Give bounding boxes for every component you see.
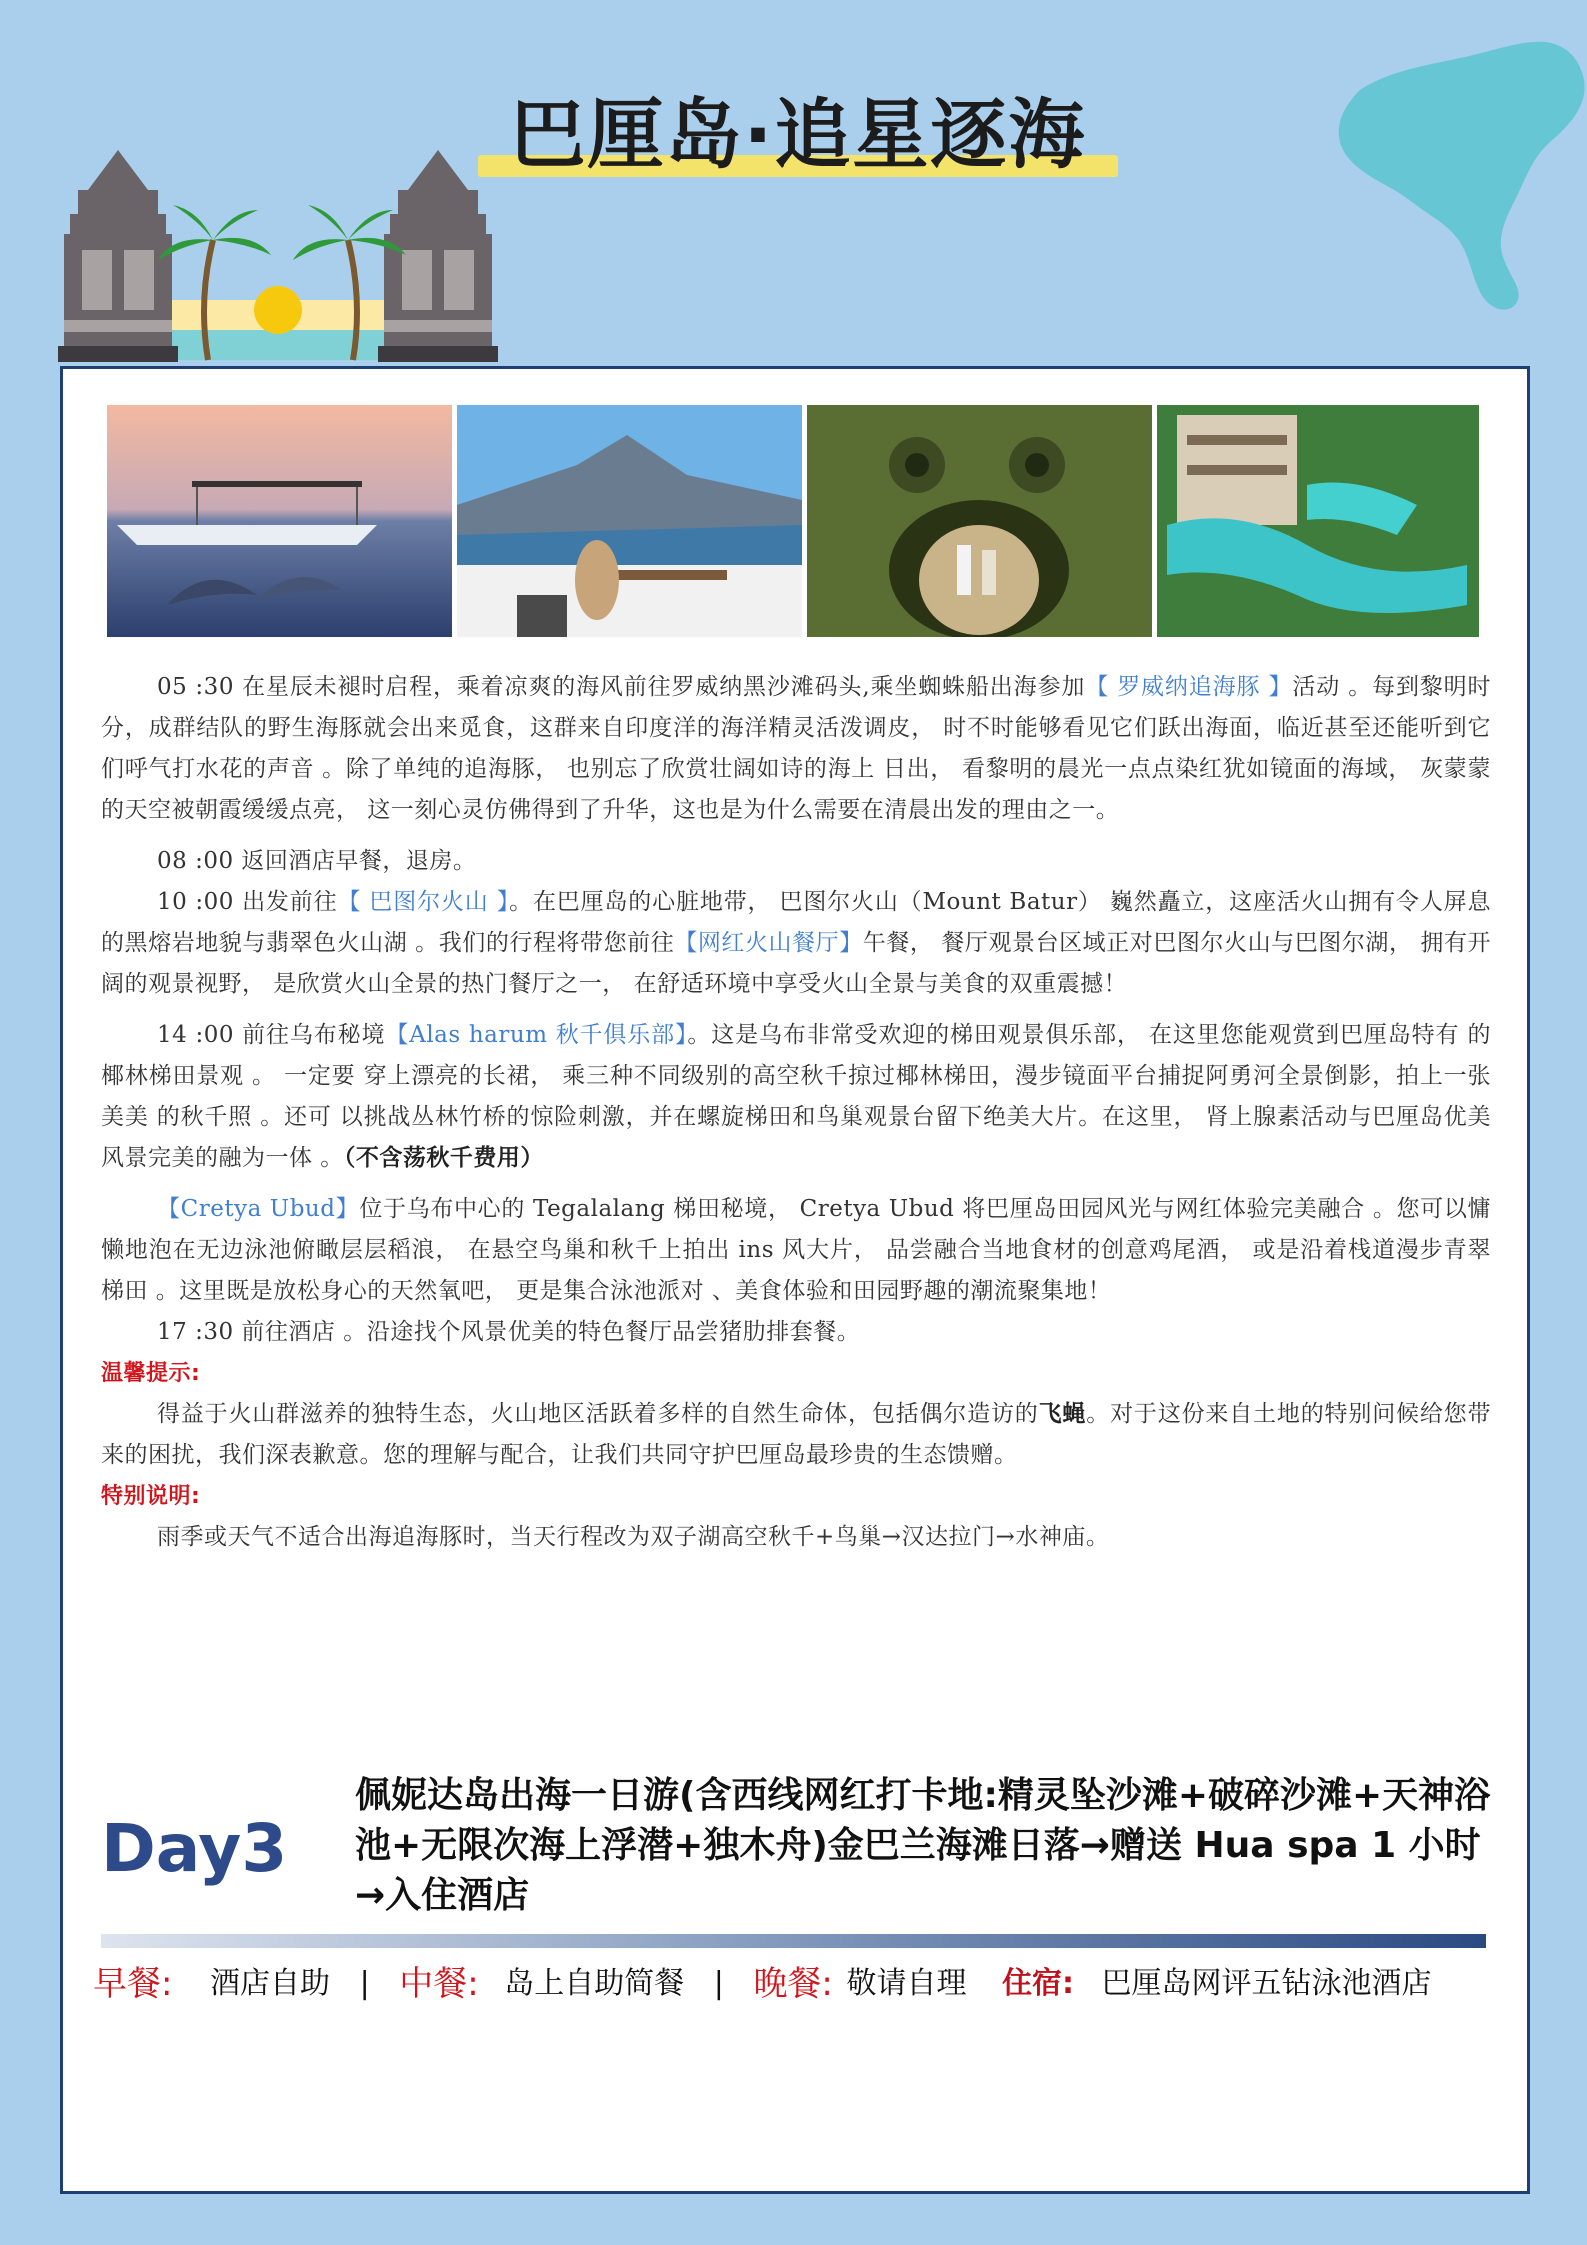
- itinerary-text: [101, 667, 1491, 1558]
- highlight-dolphin-tour: 【 罗威纳追海豚 】: [1085, 674, 1293, 700]
- lunch-label: 中餐:: [399, 1963, 479, 2004]
- tip-heading: 温馨提示:: [101, 1361, 201, 1386]
- highlight-volcano-restaurant: 【网红火山餐厅】: [674, 930, 863, 956]
- content-panel: [60, 366, 1530, 2194]
- day-divider-bar: [101, 1934, 1486, 1948]
- paragraph-dolphins: 05 :30 在星辰未褪时启程，乘着凉爽的海风前往罗威纳黑沙滩码头,乘坐蜘蛛船出海参加【 罗威纳追海豚 】活动 。每到黎明时分，成群结队的野生海豚就会出来觅食，这群来自印度洋的海洋精灵活泼调皮， 时不时能够看见它们跃出海面，临近甚至还能听到它们呼气打水花的声音 。除了单纯的追海豚， 也别忘了欣赏壮阔如诗的海上 日出， 看黎明的晨光一点点染红犹如镜面的海域， 灰蒙蒙的天空被朝霞缓缓点亮， 这一刻心灵仿佛得到了升华，这也是为什么需要在清晨出发的理由之一。: [101, 674, 1492, 823]
- paragraph-cretya: 【Cretya Ubud】位于乌布中心的 Tegalalang 梯田秘境， Cretya Ubud 将巴厘岛田园风光与网红体验完美融合 。您可以慵懒地泡在无边泳池俯瞰层层稻浪， 在悬空鸟巢和秋千上拍出 ins 风大片， 品尝融合当地食材的创意鸡尾酒， 或是沿着栈道漫步青翠梯田 。这里既是放松身心的天然氧吧， 更是集合泳池派对 、美食体验和田园野趣的潮流聚集地！: [101, 1196, 1492, 1304]
- highlight-cretya-ubud: 【Cretya Ubud】: [157, 1196, 360, 1222]
- paragraph-hotel: 17 :30 前往酒店 。沿途找个风景优美的特色餐厅品尝猪肋排套餐。: [157, 1319, 861, 1345]
- dinner-value: 敬请自理: [846, 1965, 967, 2001]
- dinner-label: 晚餐:: [753, 1963, 833, 2004]
- stone-face-cave-photo: [807, 405, 1152, 637]
- meal-separator: |: [359, 1965, 370, 2001]
- bali-map-icon: [1300, 30, 1587, 320]
- volcano-restaurant-photo: [457, 405, 802, 637]
- tip-flies: 飞蝇: [1038, 1401, 1087, 1427]
- lodging-value: 巴厘岛网评五钻泳池酒店: [1101, 1965, 1432, 2001]
- meal-separator: |: [713, 1965, 724, 2001]
- paragraph-breakfast: 08 :00 返回酒店早餐，退房。: [157, 848, 477, 874]
- note-heading: 特别说明:: [101, 1484, 201, 1509]
- day-title: 佩妮达岛出海一日游(含西线网红打卡地:精灵坠沙滩+破碎沙滩+天神浴池+无限次海上浮潜+独木舟)金巴兰海滩日落→赠送 Hua spa 1 小时→入住酒店: [355, 1775, 1491, 1916]
- dolphin-boat-photo: [107, 405, 452, 637]
- note-text: 雨季或天气不适合出海追海豚时，当天行程改为双子湖高空秋千+鸟巢→汉达拉门→水神庙。: [157, 1524, 1110, 1550]
- highlight-alas-harum: 【Alas harum 秋千俱乐部】: [385, 1022, 688, 1048]
- title-block: [478, 85, 1118, 190]
- meals-row: [93, 1955, 1513, 2011]
- paragraph-swing-club: 14 :00 前往乌布秘境【Alas harum 秋千俱乐部】。这是乌布非常受欢迎的梯田观景俱乐部， 在这里您能观赏到巴厘岛特有 的椰林梯田景观 。 一定要 穿上漂亮的长裙， 乘三种不同级别的高空秋千掠过椰林梯田，漫步镜面平台捕捉阿勇河全景倒影，拍上一张美美 的秋千照 。还可 以挑战丛林竹桥的惊险刺激，并在螺旋梯田和鸟巢观景台留下绝美大片。在这里， 肾上腺素活动与巴厘岛优美风景完美的融为一体 。（不含荡秋千费用）: [101, 1022, 1492, 1171]
- breakfast-value: 酒店自助: [210, 1965, 331, 2001]
- tip-text: 得益于火山群滋养的独特生态，火山地区活跃着多样的自然生命体，包括偶尔造访的飞蝇。对于这份来自土地的特别问候给您带来的困扰，我们深表歉意。您的理解与配合，让我们共同守护巴厘岛最珍贵的生态馈赠。: [101, 1401, 1492, 1468]
- lodging-label: 住宿:: [1002, 1965, 1074, 2001]
- day-label: Day3: [101, 1810, 288, 1887]
- paragraph-volcano: 10 :00 出发前往【 巴图尔火山 】。在巴厘岛的心脏地带， 巴图尔火山（Mount Batur） 巍然矗立，这座活火山拥有令人屏息的黑熔岩地貌与翡翠色火山湖 。我们的行程将带您前往【网红火山餐厅】午餐， 餐厅观景台区域正对巴图尔火山与巴图尔湖， 拥有开阔的观景视野， 是欣赏火山全景的热门餐厅之一， 在舒适环境中享受火山全景与美食的双重震撼！: [101, 889, 1492, 997]
- temple-gate-illustration: [48, 150, 508, 370]
- infinity-pool-photo: [1157, 405, 1479, 637]
- lunch-value: 岛上自助简餐: [504, 1965, 685, 2001]
- swing-fee-note: （不含荡秋千费用）: [343, 1145, 544, 1171]
- highlight-batur-volcano: 【 巴图尔火山 】: [337, 889, 510, 915]
- breakfast-label: 早餐:: [93, 1963, 173, 2004]
- page-title: 巴厘岛·追星逐海: [509, 90, 1087, 179]
- photo-strip: [107, 405, 1479, 637]
